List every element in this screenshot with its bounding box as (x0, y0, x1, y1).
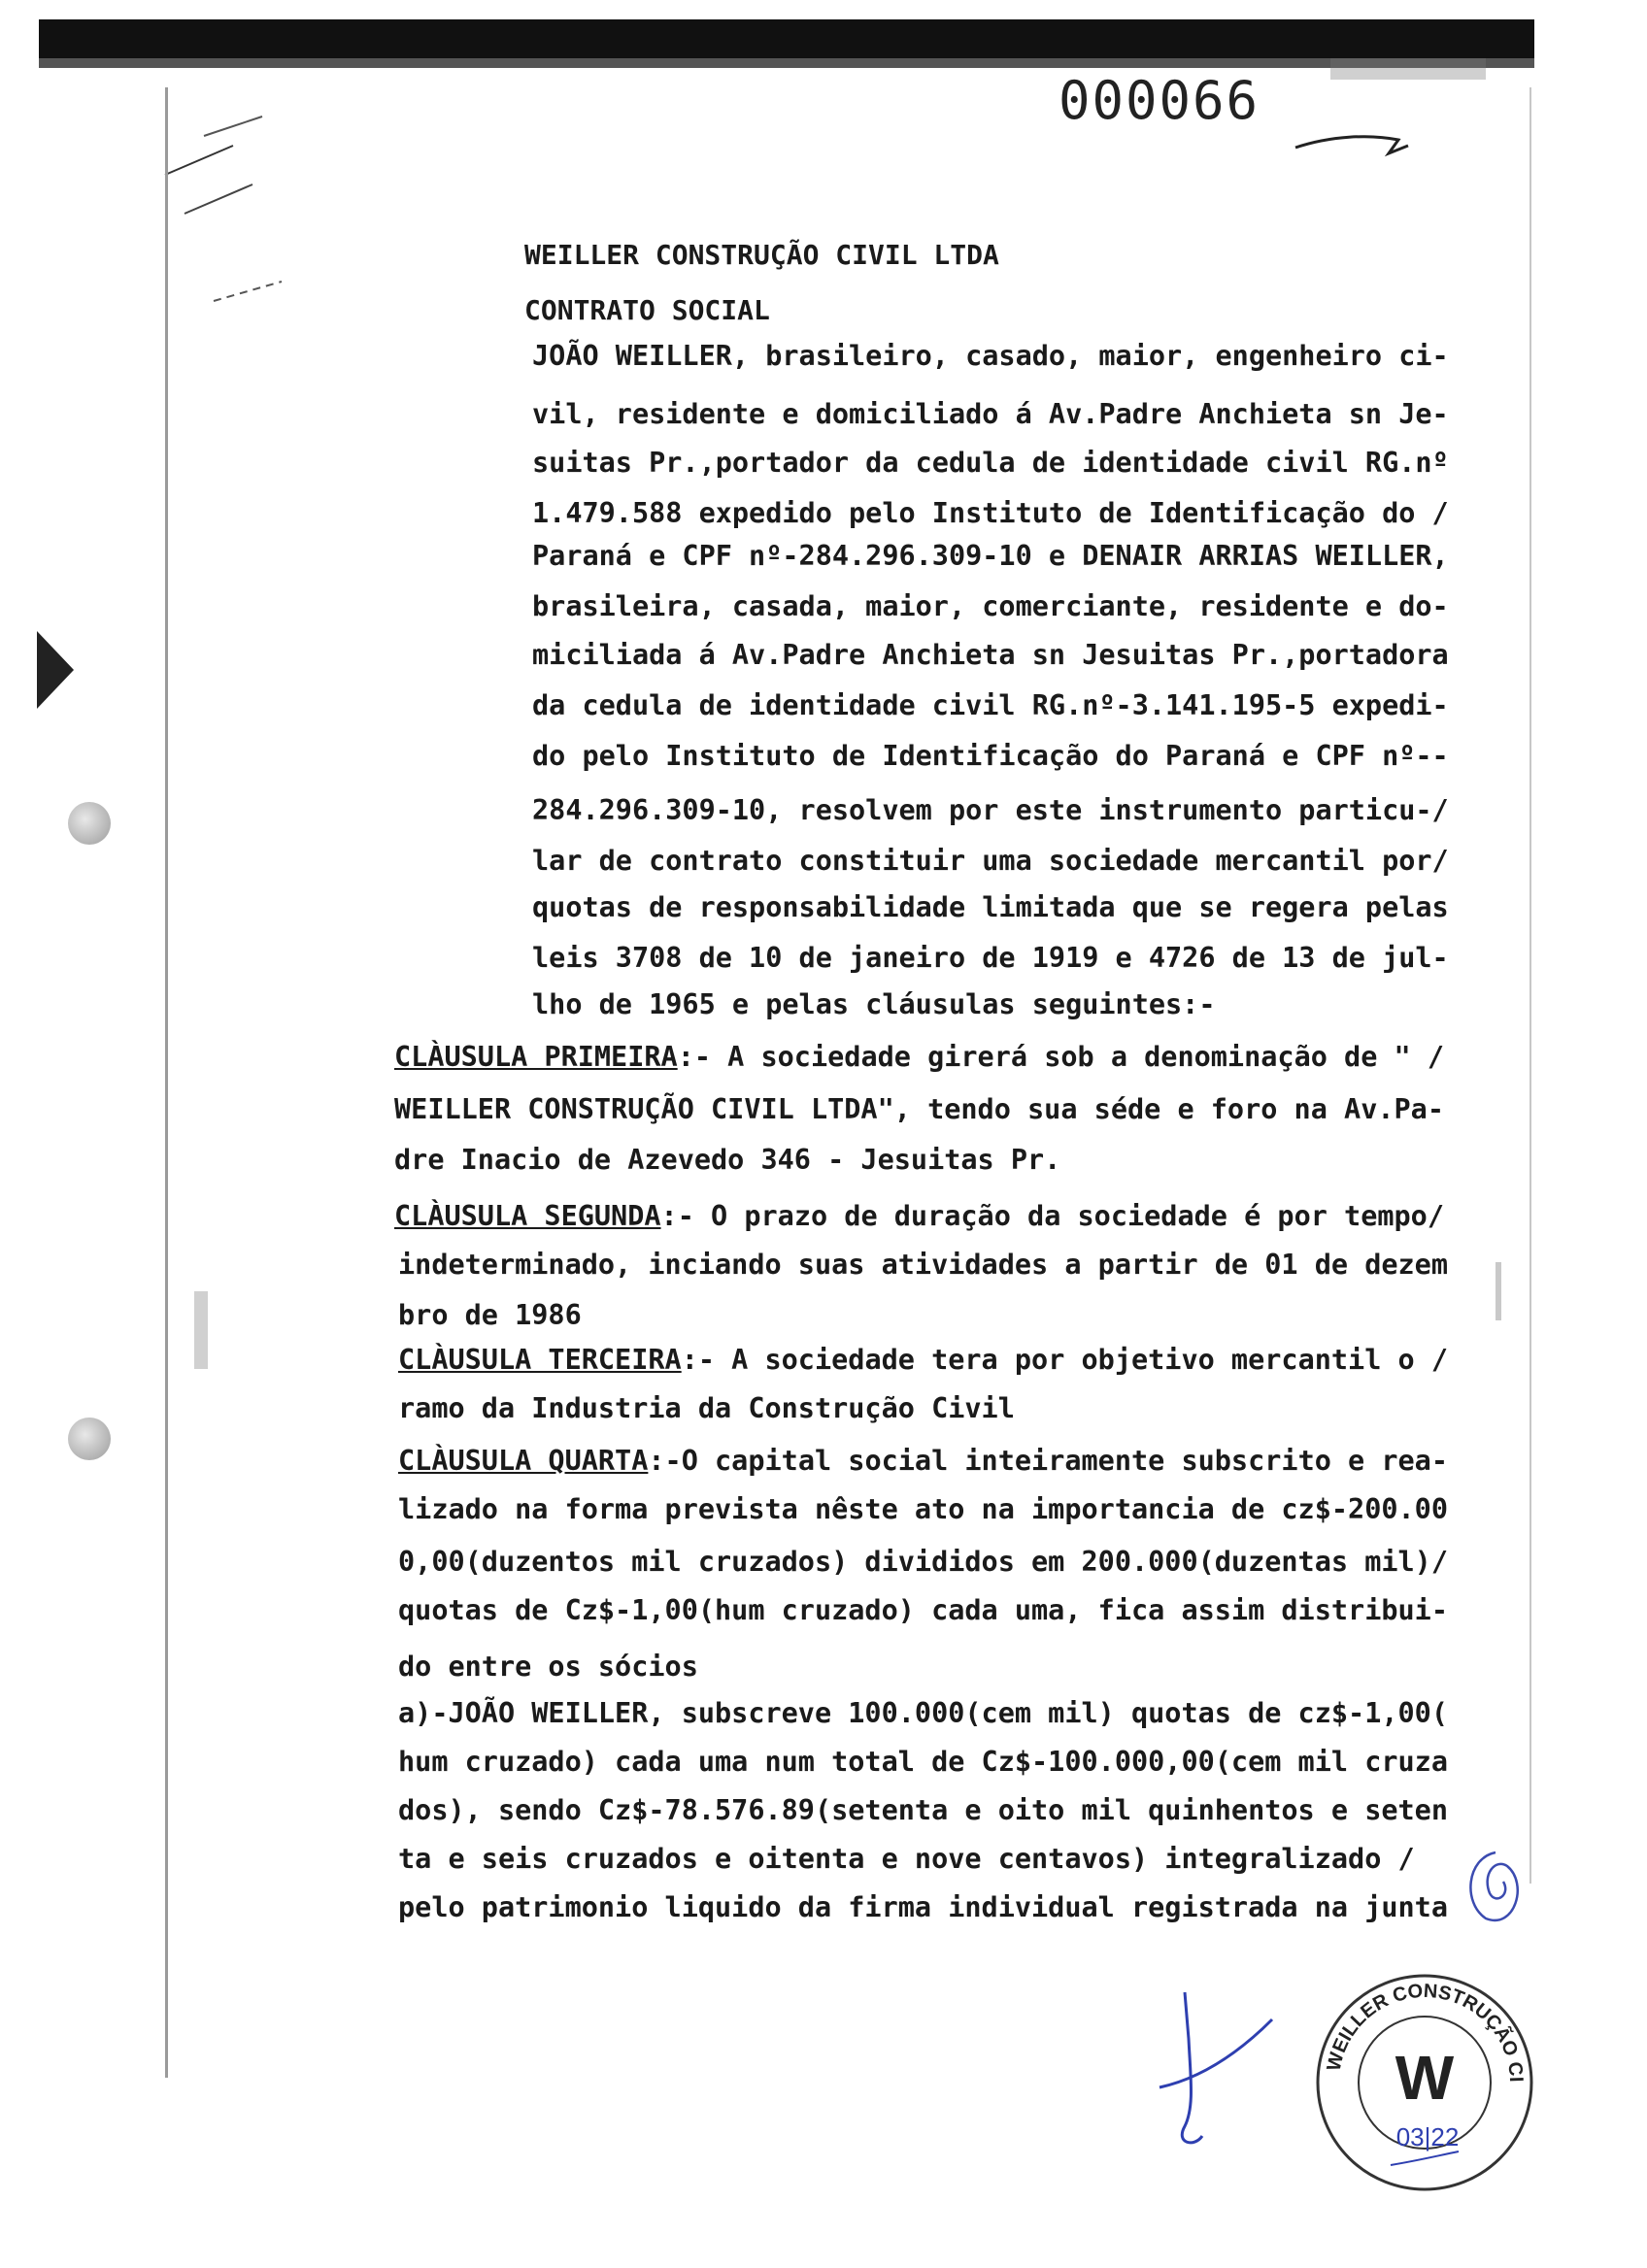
body-line: quotas de responsabilidade limitada que se regera pelas (532, 891, 1449, 923)
body-line: leis 3708 de 10 de janeiro de 1919 e 4726 de 13 de jul- (532, 942, 1449, 974)
handwritten-signature (1156, 1981, 1292, 2155)
clause-line: dre Inacio de Azevedo 346 - Jesuitas Pr. (394, 1144, 1061, 1176)
company-stamp (1313, 1971, 1536, 2194)
clause-line: a)-JOÃO WEILLER, subscreve 100.000(cem mil) quotas de cz$-1,00( (398, 1697, 1448, 1729)
body-line: suitas Pr.,portador da cedula de identidade civil RG.nº (532, 447, 1449, 479)
clause-line: quotas de Cz$-1,00(hum cruzado) cada uma, fica assim distribui- (398, 1594, 1448, 1626)
clause-line: bro de 1986 (398, 1299, 582, 1331)
clause-first-line (398, 1445, 1448, 1478)
clause-text: :- O prazo de duração da sociedade é por tempo/ (660, 1200, 1444, 1232)
clause-line: hum cruzado) cada uma num total de Cz$-100.000,00(cem mil cruza (398, 1746, 1448, 1778)
top-right-scribble (1292, 126, 1418, 165)
body-line: brasileira, casada, maior, comerciante, residente e do- (532, 590, 1449, 622)
top-edge-shadow-lower (39, 58, 1534, 68)
body-line: vil, residente e domiciliado á Av.Padre Anchieta sn Je- (532, 398, 1449, 430)
clause-first-line (394, 1041, 1444, 1074)
clause-line: indeterminado, inciando suas atividades a partir de 01 de dezem (398, 1249, 1448, 1281)
clause-text: :-O capital social inteiramente subscrito e rea- (648, 1445, 1448, 1477)
scan-noise (1496, 1262, 1501, 1320)
stamp-logo-letter: W (1395, 2043, 1455, 2113)
clause-first-line (398, 1344, 1448, 1377)
rubric-circle-signature (1457, 1845, 1534, 1932)
clause-line: do entre os sócios (398, 1651, 698, 1683)
body-line: 1.479.588 expedido pelo Instituto de Identificação do / (532, 497, 1449, 529)
margin-arrow-mark (37, 631, 74, 709)
scan-noise (1330, 58, 1486, 80)
clause-text: :- A sociedade tera por objetivo mercantil o / (681, 1344, 1448, 1376)
body-line: Paraná e CPF nº-284.296.309-10 e DENAIR ARRIAS WEILLER, (532, 540, 1449, 572)
top-left-marks (146, 78, 379, 330)
stamp-ring-text: WEILLER CONSTRUÇÃO CI (1323, 1980, 1528, 2083)
clause-line: ramo da Industria da Construção Civil (398, 1392, 1015, 1424)
clause-line: dos), sendo Cz$-78.576.89(setenta e oito mil quinhentos e seten (398, 1794, 1448, 1826)
clause-label: CLÀUSULA SEGUNDA (394, 1200, 661, 1232)
punch-hole-upper (68, 802, 111, 845)
clause-first-line (394, 1200, 1444, 1233)
company-heading: WEILLER CONSTRUÇÃO CIVIL LTDA (524, 239, 999, 271)
document-title: CONTRATO SOCIAL (524, 294, 770, 326)
body-line: lho de 1965 e pelas cláusulas seguintes:- (532, 988, 1216, 1020)
scan-noise (194, 1291, 208, 1369)
punch-hole-lower (68, 1418, 111, 1460)
top-edge-shadow (39, 19, 1534, 58)
right-margin-rule (1529, 87, 1531, 1884)
clause-line: 0,00(duzentos mil cruzados) divididos em 200.000(duzentas mil)/ (398, 1546, 1448, 1578)
clause-text: :- A sociedade girerá sob a denominação de " / (677, 1041, 1444, 1073)
clause-label: CLÀUSULA PRIMEIRA (394, 1041, 678, 1073)
body-line: lar de contrato constituir uma sociedade mercantil por/ (532, 845, 1449, 877)
clause-line: lizado na forma prevista nêste ato na importancia de cz$-200.00 (398, 1493, 1448, 1525)
clause-line: ta e seis cruzados e oitenta e nove centavos) integralizado / (398, 1843, 1415, 1875)
body-line: do pelo Instituto de Identificação do Paraná e CPF nº-- (532, 740, 1449, 772)
page-number: 000066 (1059, 70, 1260, 131)
clause-line: pelo patrimonio liquido da firma individual registrada na junta (398, 1891, 1448, 1923)
body-line: JOÃO WEILLER, brasileiro, casado, maior, engenheiro ci- (532, 340, 1449, 372)
left-margin-rule (165, 87, 168, 2078)
stamp-handwritten-number: 03|22 (1395, 2122, 1460, 2151)
body-line: da cedula de identidade civil RG.nº-3.141.195-5 expedi- (532, 689, 1449, 721)
clause-line: WEILLER CONSTRUÇÃO CIVIL LTDA", tendo sua séde e foro na Av.Pa- (394, 1093, 1444, 1125)
body-line: miciliada á Av.Padre Anchieta sn Jesuitas Pr.,portadora (532, 639, 1449, 671)
body-line: 284.296.309-10, resolvem por este instrumento particu-/ (532, 794, 1449, 826)
clause-label: CLÀUSULA QUARTA (398, 1445, 649, 1477)
clause-label: CLÀUSULA TERCEIRA (398, 1344, 682, 1376)
